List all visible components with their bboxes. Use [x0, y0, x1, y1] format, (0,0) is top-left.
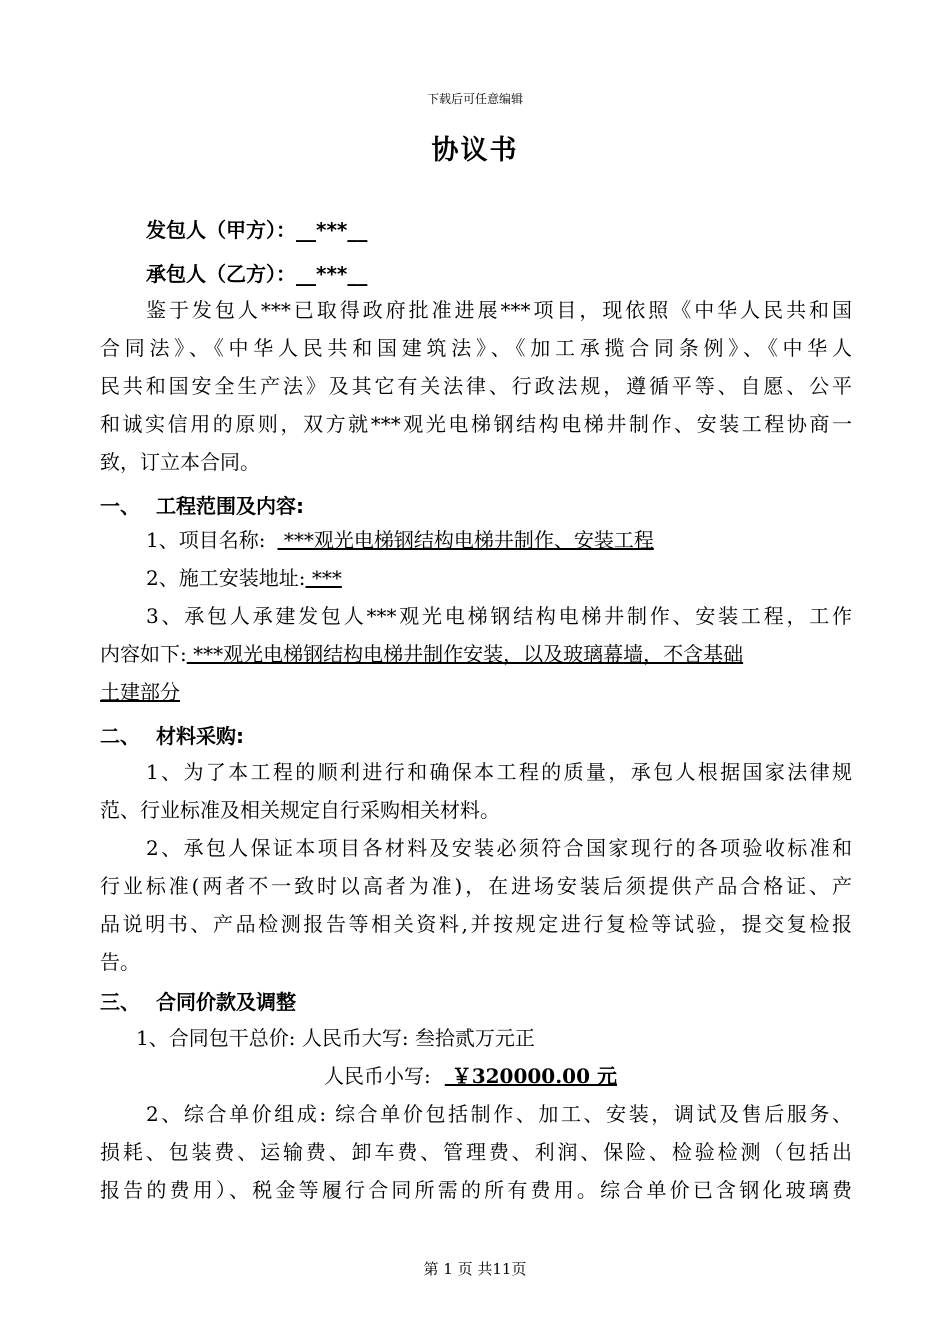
total-price-line: 1、合同包干总价: 人民币大写: 叁拾贰万元正 [136, 1026, 535, 1050]
item-value: 土建部分 [100, 680, 180, 704]
section-heading [100, 720, 244, 749]
section-title: 工程范围及内容: [156, 494, 304, 518]
item-value: ***观光电梯钢结构电梯井制作、安装工程 [277, 528, 654, 552]
party-b: 承包人（乙方）：__***__ [146, 262, 368, 286]
section-heading [100, 986, 296, 1015]
paragraph-line: 报告的费用）、税金等履行合同所需的所有费用。综合单价已含钢化玻璃费 [100, 1178, 852, 1202]
preamble-line: 民共和国安全生产法》及其它有关法律、行政法规，遵循平等、自愿、公平 [100, 374, 852, 398]
section-number: 一、 [100, 494, 140, 518]
page-footer: 第 1 页 共11页 [423, 1260, 527, 1278]
paragraph-line: 品说明书、产品检测报告等相关资料,并按规定进行复检等试验，提交复检报 [100, 912, 852, 936]
item-scope-line [100, 636, 852, 672]
preamble-line: 和诚实信用的原则，双方就***观光电梯钢结构电梯井制作、安装工程协商一 [100, 412, 852, 436]
item-value: ***观光电梯钢结构电梯井制作安装，以及玻璃幕墙，不含基础 [186, 642, 744, 666]
paragraph-line: 1、为了本工程的顺利进行和确保本工程的质量，承包人根据国家法律规 [146, 760, 852, 784]
document-title: 协议书 [431, 135, 519, 166]
paragraph-line: 损耗、包装费、运输费、卸车费、管理费、利润、保险、检验检测（包括出 [100, 1140, 852, 1164]
paragraph-line: 范、行业标准及相关规定自行采购相关材料。 [100, 798, 500, 822]
item-project-name [100, 522, 852, 558]
preamble-line: 致，订立本合同。 [100, 450, 260, 474]
paragraph-line: 2、承包人保证本项目各材料及安装必须符合国家现行的各项验收标准和 [146, 836, 852, 860]
paragraph-line: 告。 [100, 950, 140, 974]
item-label: 内容如下: [100, 642, 187, 666]
paragraph-line: 行业标准(两者不一致时以高者为准)，在进场安装后须提供产品合格证、产 [100, 874, 852, 898]
header-note: 下载后可任意编辑 [426, 92, 523, 106]
item-address [100, 560, 852, 596]
preamble-line: 鉴于发包人***已取得政府批准进展***项目，现依照《中华人民共和国 [146, 298, 852, 322]
section-heading [100, 490, 304, 519]
item-scope-line: 3、承包人承建发包人***观光电梯钢结构电梯井制作、安装工程，工作 [146, 604, 852, 628]
item-value: ￥320000.00 元 [444, 1064, 617, 1088]
section-title: 材料采购: [156, 724, 244, 748]
item-value: *** [305, 566, 342, 590]
section-title: 合同价款及调整 [156, 990, 296, 1014]
preamble-line: 合同法》、《中华人民共和国建筑法》、《加工承揽合同条例》、《中华人 [100, 336, 852, 360]
section-number: 二、 [100, 724, 140, 748]
item-label: 人民币小写: [324, 1064, 431, 1088]
party-a: 发包人（甲方）：__***__ [146, 218, 368, 242]
item-label: 1、项目名称: [146, 528, 266, 552]
item-scope-line [100, 674, 852, 710]
section-number: 三、 [100, 990, 140, 1014]
paragraph-line: 2、综合单价组成: 综合单价包括制作、加工、安装，调试及售后服务、 [146, 1102, 852, 1126]
total-price-small [100, 1058, 852, 1094]
item-label: 2、施工安装地址: [146, 566, 306, 590]
